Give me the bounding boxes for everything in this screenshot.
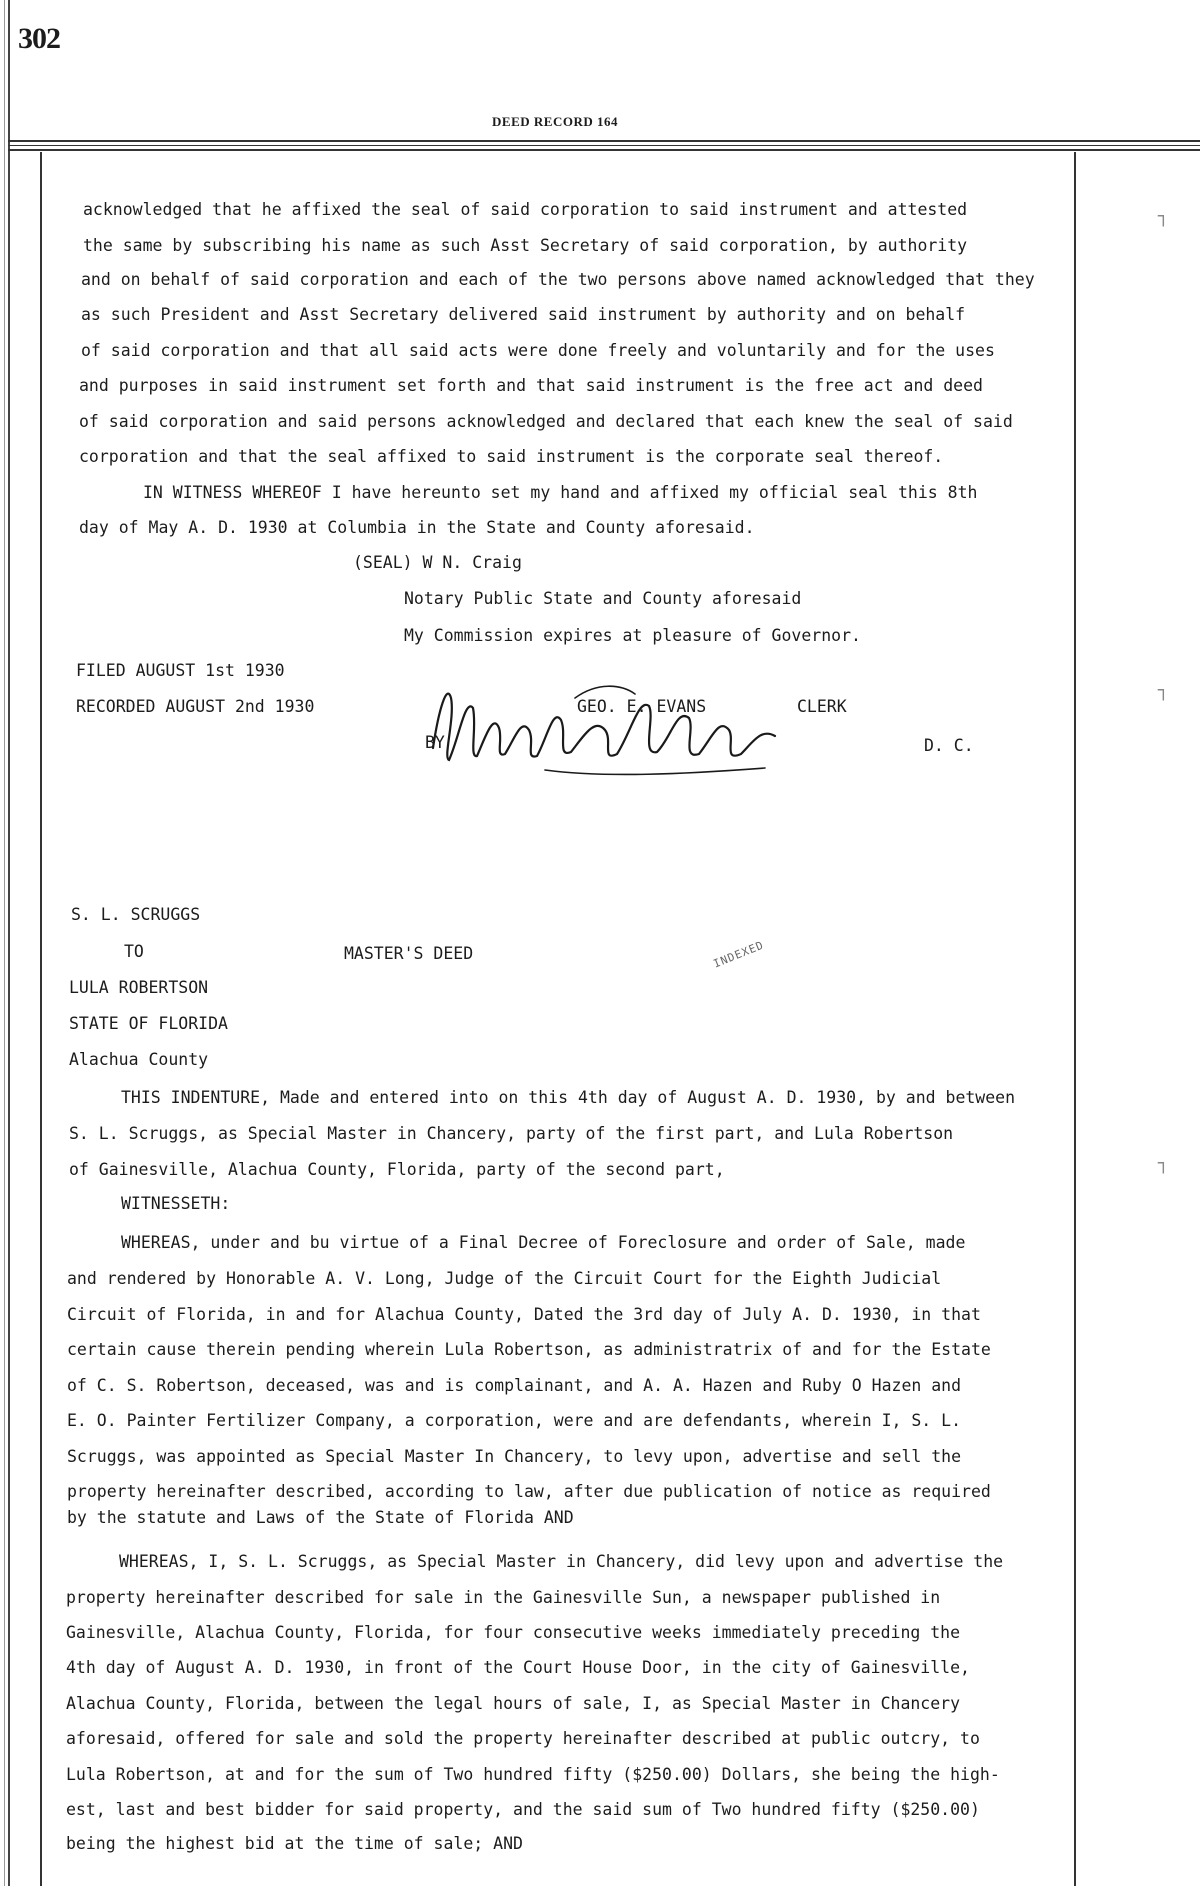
- deed-body-line: WHEREAS, under and bu virtue of a Final Decree of Foreclosure and order of Sale, made: [121, 1233, 966, 1252]
- margin-bracket-mark: ┐: [1158, 680, 1169, 701]
- notary-text-line: corporation and that the seal affixed to said instrument is the corporate seal thereof.: [79, 447, 944, 466]
- deed-body-line: of C. S. Robertson, deceased, was and is complainant, and A. A. Hazen and Ruby O Hazen and: [67, 1376, 962, 1395]
- deed-body-line: of Gainesville, Alachua County, Florida, party of the second part,: [69, 1160, 725, 1179]
- header-rule-bottom: [8, 149, 1200, 151]
- deed-body-line: property hereinafter described for sale in the Gainesville Sun, a newspaper published in: [66, 1588, 941, 1607]
- deed-body-line: Gainesville, Alachua County, Florida, for four consecutive weeks immediately preceding the: [66, 1623, 961, 1642]
- deed-body-line: Lula Robertson, at and for the sum of Two hundred fifty ($250.00) Dollars, she being the high-: [66, 1765, 1000, 1784]
- notary-text-line: and on behalf of said corporation and each of the two persons above named acknowledged that they: [81, 270, 1035, 289]
- grantee-name: LULA ROBERTSON: [69, 978, 209, 997]
- deputy-clerk-label: D. C.: [924, 736, 974, 755]
- header-title: DEED RECORD 164: [492, 114, 618, 129]
- page-binding-edge: [4, 0, 5, 1886]
- deed-body-line: E. O. Painter Fertilizer Company, a corporation, were and are defendants, wherein I, S. L.: [67, 1411, 962, 1430]
- deed-body-line: Scruggs, was appointed as Special Master In Chancery, to levy upon, advertise and sell the: [67, 1447, 962, 1466]
- notary-text-line: acknowledged that he affixed the seal of said corporation to said instrument and attested: [83, 200, 968, 219]
- notary-title: Notary Public State and County aforesaid: [404, 589, 802, 608]
- notary-text-line: the same by subscribing his name as such Asst Secretary of said corporation, by authority: [83, 236, 968, 255]
- deed-type: MASTER'S DEED: [344, 944, 474, 963]
- deed-body-line: aforesaid, offered for sale and sold the property hereinafter described at public outcry, to: [66, 1729, 980, 1748]
- deed-body-line: THIS INDENTURE, Made and entered into on this 4th day of August A. D. 1930, by and between: [121, 1088, 1016, 1107]
- county-heading: Alachua County: [69, 1050, 209, 1069]
- clerk-name: GEO. E. EVANS: [577, 697, 707, 716]
- deed-body-line: Circuit of Florida, in and for Alachua County, Dated the 3rd day of July A. D. 1930, in that: [67, 1305, 981, 1324]
- notary-text-line: day of May A. D. 1930 at Columbia in the State and County aforesaid.: [79, 518, 755, 537]
- deed-body-line: Alachua County, Florida, between the legal hours of sale, I, as Special Master in Chancery: [66, 1694, 961, 1713]
- notary-seal-signer: (SEAL) W N. Craig: [353, 553, 522, 572]
- to-label: TO: [124, 942, 144, 961]
- page-left-edge: [8, 0, 10, 1886]
- deed-body-line: by the statute and Laws of the State of Florida AND: [67, 1508, 574, 1527]
- deed-body-line: 4th day of August A. D. 1930, in front of the Court House Door, in the city of Gainesville,: [66, 1658, 970, 1677]
- notary-text-line: IN WITNESS WHEREOF I have hereunto set my hand and affixed my official seal this 8th: [143, 483, 978, 502]
- frame-right-border: [1074, 152, 1076, 1886]
- by-label: BY: [425, 733, 445, 752]
- margin-bracket-mark: ┐: [1158, 1153, 1169, 1174]
- deputy-clerk-signature: [425, 678, 785, 788]
- header-rule-top: [8, 140, 1200, 142]
- notary-text-line: and purposes in said instrument set forth and that said instrument is the free act and deed: [79, 376, 983, 395]
- notary-text-line: of said corporation and said persons acknowledged and declared that each knew the seal of said: [79, 412, 1013, 431]
- notary-commission: My Commission expires at pleasure of Governor.: [404, 626, 861, 645]
- deed-body-line: WITNESSETH:: [121, 1194, 231, 1213]
- deed-body-line: certain cause therein pending wherein Lula Robertson, as administratrix of and for the Estate: [67, 1340, 991, 1359]
- margin-bracket-mark: ┐: [1158, 206, 1169, 227]
- grantor-name: S. L. SCRUGGS: [71, 905, 201, 924]
- deed-body-line: and rendered by Honorable A. V. Long, Judge of the Circuit Court for the Eighth Judicial: [67, 1269, 942, 1288]
- state-heading: STATE OF FLORIDA: [69, 1014, 228, 1033]
- deed-body-line: est, last and best bidder for said property, and the said sum of Two hundred fifty ($250.00): [66, 1800, 980, 1819]
- notary-text-line: as such President and Asst Secretary delivered said instrument by authority and on behalf: [81, 305, 966, 324]
- notary-text-line: of said corporation and that all said acts were done freely and voluntarily and for the uses: [81, 341, 995, 360]
- deed-body-line: property hereinafter described, according to law, after due publication of notice as required: [67, 1482, 991, 1501]
- filed-date: FILED AUGUST 1st 1930: [76, 661, 285, 680]
- deed-body-line: WHEREAS, I, S. L. Scruggs, as Special Master in Chancery, did levy upon and advertise the: [119, 1552, 1004, 1571]
- indexed-stamp: INDEXED: [711, 938, 766, 971]
- page-number: 302: [18, 22, 60, 55]
- clerk-label: CLERK: [797, 697, 847, 716]
- deed-body-line: being the highest bid at the time of sale; AND: [66, 1834, 523, 1853]
- recorded-date: RECORDED AUGUST 2nd 1930: [76, 697, 315, 716]
- deed-body-line: S. L. Scruggs, as Special Master in Chancery, party of the first part, and Lula Robertson: [69, 1124, 954, 1143]
- frame-left-border: [40, 152, 42, 1886]
- header-rule-middle: [8, 145, 1200, 146]
